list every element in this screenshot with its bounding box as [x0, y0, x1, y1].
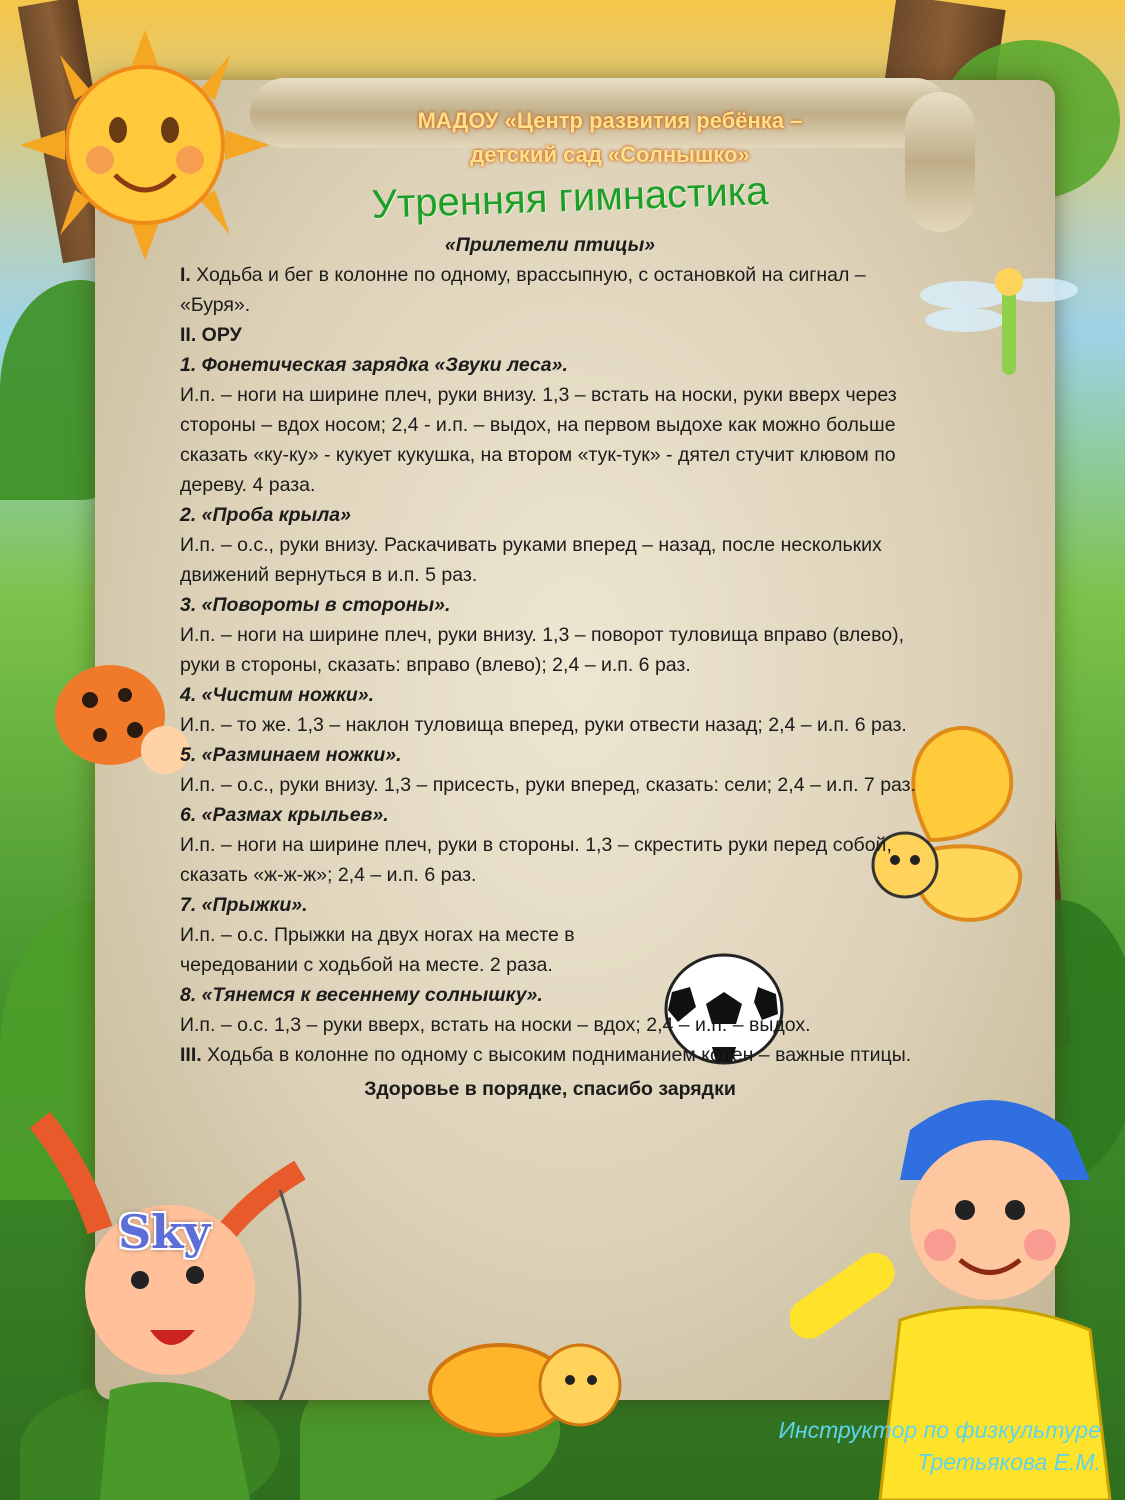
- sky-logo: Sky: [118, 1205, 210, 1259]
- dragonfly-illustration: [920, 260, 1080, 380]
- exercise-6-text: И.п. – ноги на ширине плеч, руки в стороны. 1,3 – скрестить руки перед собой, сказать «ж-ж-ж»; 2,4 – и.п. 6 раз.: [180, 834, 892, 886]
- scroll-right-curl: [905, 92, 975, 232]
- author-credit: [779, 1414, 1101, 1478]
- exercise-8-text: И.п. – о.с. 1,3 – руки вверх, встать на носки – вдох; 2,4 – и.п. – выдох.: [180, 1014, 811, 1036]
- exercise-1-text: И.п. – ноги на ширине плеч, руки внизу. 1,3 – встать на носки, руки вверх через стороны – вдох носом; 2,4 - и.п. – выдох, на первом выдохе как можно больше сказать «ку-ку» - кукует кукушка, на втором «тук-тук» - дятел стучит клювом по дереву. 4 раза.: [180, 384, 897, 496]
- exercise-7-title: 7. «Прыжки».: [180, 894, 308, 916]
- sun-illustration: [20, 30, 270, 260]
- author-role: Инструктор по физкультуре: [778, 1417, 1101, 1443]
- exercise-7-text: И.п. – о.с. Прыжки на двух ногах на месте в чередовании с ходьбой на месте. 2 раза.: [180, 924, 575, 976]
- exercise-5-title: 5. «Разминаем ножки».: [180, 744, 402, 766]
- exercise-3-text: И.п. – ноги на ширине плеч, руки внизу. 1,3 – поворот туловища вправо (влево), руки в стороны, сказать: вправо (влево); 2,4 – и.п. 6 раз.: [180, 624, 904, 676]
- exercise-8-title: 8. «Тянемся к весеннему солнышку».: [180, 984, 543, 1006]
- exercise-2-text: И.п. – о.с., руки внизу. Раскачивать руками вперед – назад, после нескольких движений вернуться в и.п. 5 раз.: [180, 534, 882, 586]
- author-name: Третьякова Е.М.: [917, 1449, 1101, 1475]
- organization-name-line2: детский сад «Солнышко»: [470, 142, 750, 167]
- exercise-4-title: 4. «Чистим ножки».: [180, 684, 375, 706]
- exercise-3-title: 3. «Повороты в стороны».: [180, 594, 451, 616]
- subtitle: «Прилетели птицы»: [444, 234, 656, 256]
- section-1-text: Ходьба и бег в колонне по одному, врассыпную, с остановкой на сигнал – «Буря».: [180, 264, 866, 316]
- section-2-heading: II. ОРУ: [180, 324, 242, 346]
- section-1-number: I.: [180, 264, 191, 286]
- exercise-content: [180, 230, 920, 1104]
- exercise-1-title: 1. Фонетическая зарядка «Звуки леса».: [180, 354, 568, 376]
- exercise-4-text: И.п. – то же. 1,3 – наклон туловища вперед, руки отвести назад; 2,4 – и.п. 6 раз.: [180, 714, 907, 736]
- girl-illustration: [20, 1110, 320, 1500]
- bee-illustration: [420, 1330, 640, 1450]
- section-3-number: III.: [180, 1044, 202, 1066]
- exercise-6-title: 6. «Размах крыльев».: [180, 804, 389, 826]
- section-1: [180, 260, 920, 320]
- exercise-2-title: 2. «Проба крыла»: [180, 504, 351, 526]
- section-3-text: Ходьба в колонне по одному с высоким подниманием колен – важные птицы.: [201, 1044, 912, 1066]
- page-title: Утренняя гимнастика: [370, 169, 770, 227]
- closing-line: Здоровье в порядке, спасибо зарядки: [364, 1078, 736, 1100]
- section-3: [180, 1040, 920, 1070]
- organization-name-line1: МАДОУ «Центр развития ребёнка –: [417, 108, 803, 133]
- ladybug-illustration: [40, 640, 200, 790]
- exercise-5-text: И.п. – о.с., руки внизу. 1,3 – присесть, руки вперед, сказать: сели; 2,4 – и.п. 7 раз.: [180, 774, 917, 796]
